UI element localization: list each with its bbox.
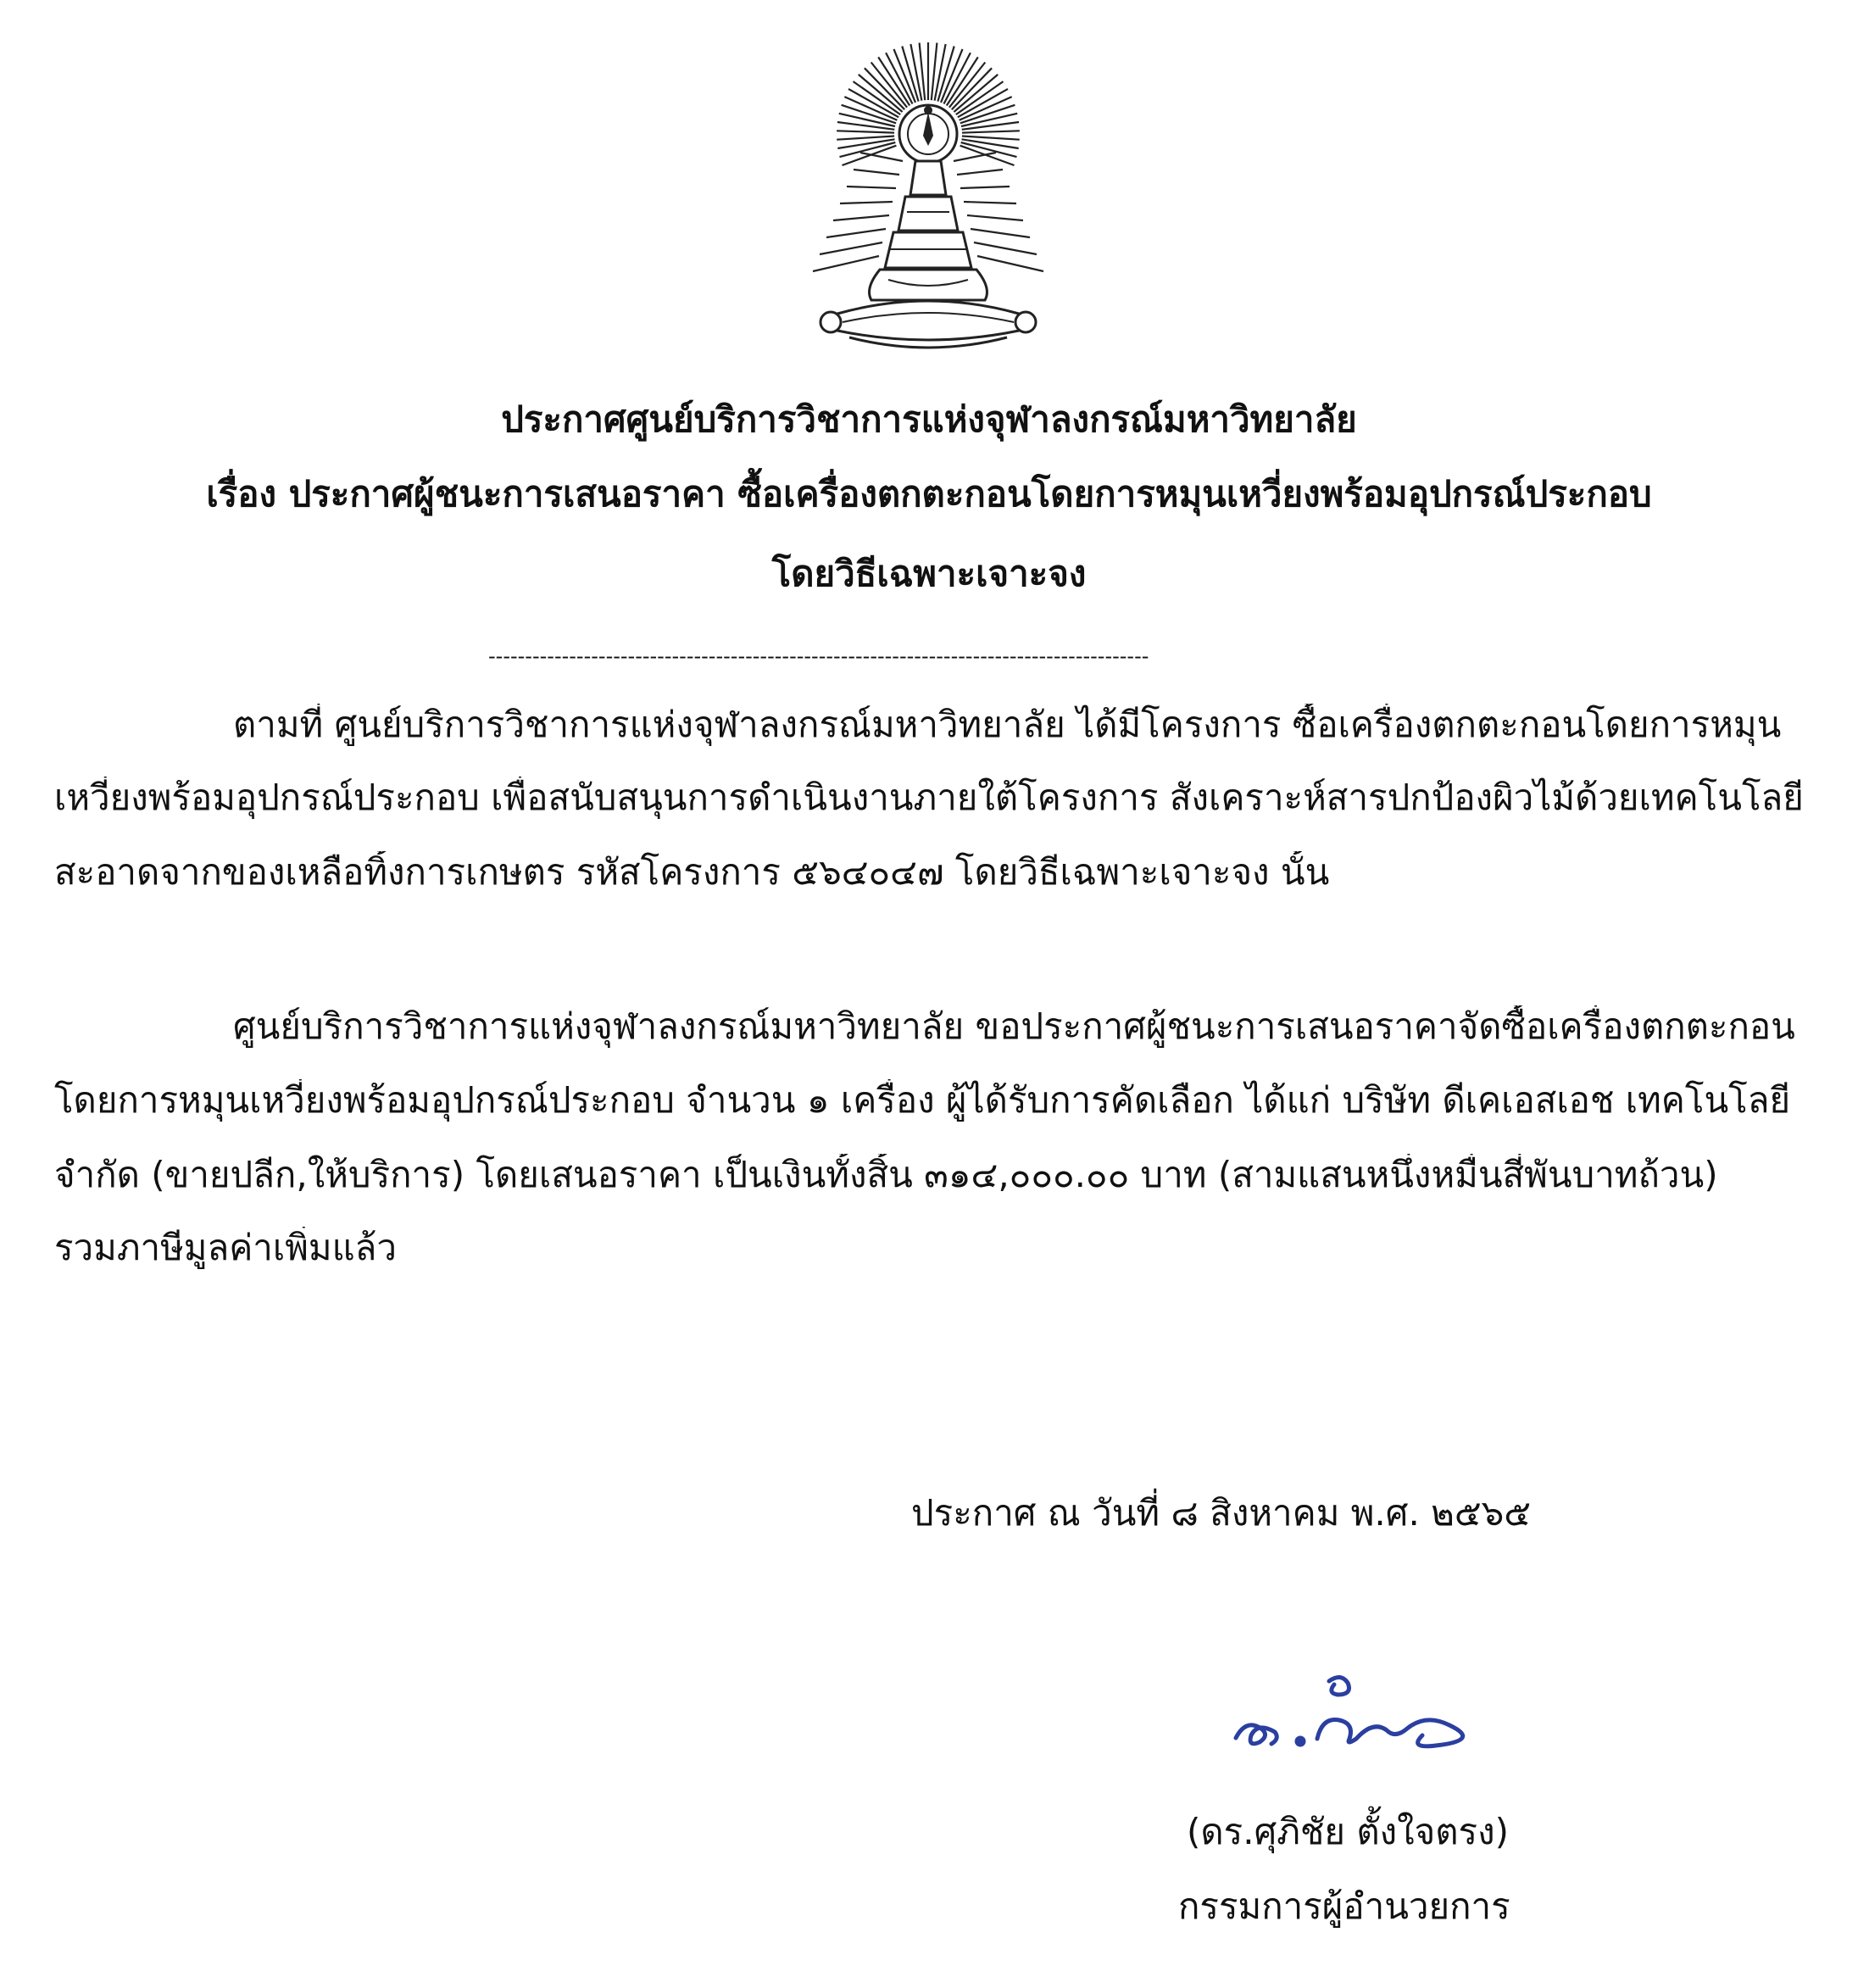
paragraph-1-line-2: เหวี่ยงพร้อมอุปกรณ์ประกอบ เพื่อสนับสนุนการดำเนินงานภายใต้โครงการ สังเคราะห์สารปกป้องผิวไม้ด้วยเทคโนโลยี — [54, 777, 1804, 818]
announcement-date: ประกาศ ณ วันที่ ๘ สิงหาคม พ.ศ. ๒๕๖๕ — [911, 1492, 1532, 1534]
paragraph-2-line-2: โดยการหมุนเหวี่ยงพร้อมอุปกรณ์ประกอบ จำนวน ๑ เครื่อง ผู้ได้รับการคัดเลือก ได้แก่ บริษัท ดีเคเอสเอช เทคโนโลยี — [54, 1079, 1791, 1121]
announcement-title: ประกาศศูนย์บริการวิชาการแห่งจุฬาลงกรณ์มหาวิทยาลัย — [501, 398, 1357, 440]
paragraph-2-line-3: จำกัด (ขายปลีก,ให้บริการ) โดยเสนอราคา เป็นเงินทั้งสิ้น ๓๑๔,๐๐๐.๐๐ บาท (สามแสนหนึ่งหมื่นสี่พันบาทถ้วน) — [54, 1154, 1718, 1195]
paragraph-1-line-1: ตามที่ ศูนย์บริการวิชาการแห่งจุฬาลงกรณ์มหาวิทยาลัย ได้มีโครงการ ซื้อเครื่องตกตะกอนโดยการหมุน — [233, 704, 1782, 745]
title-divider: ------------------------------------------------------------------------------------------ — [488, 644, 1149, 668]
announcement-subject: เรื่อง ประกาศผู้ชนะการเสนอราคา ซื้อเครื่องตกตะกอนโดยการหมุนเหวี่ยงพร้อมอุปกรณ์ประกอบ — [206, 473, 1652, 515]
university-emblem-icon — [788, 34, 1068, 356]
signer-title: กรรมการผู้อำนวยการ — [1178, 1885, 1510, 1927]
announcement-method: โดยวิธีเฉพาะเจาะจง — [771, 553, 1087, 594]
signer-name: (ดร.ศุภิชัย ตั้งใจตรง) — [1187, 1811, 1510, 1852]
handwritten-signature-icon — [1229, 1657, 1492, 1776]
paragraph-1-line-3: สะอาดจากของเหลือทิ้งการเกษตร รหัสโครงการ ๕๖๔๐๔๗ โดยวิธีเฉพาะเจาะจง นั้น — [54, 851, 1330, 893]
paragraph-2-line-1: ศูนย์บริการวิชาการแห่งจุฬาลงกรณ์มหาวิทยาลัย ขอประกาศผู้ชนะการเสนอราคาจัดซื้อเครื่องตกตะกอน — [233, 1005, 1795, 1047]
paragraph-2-line-4: รวมภาษีมูลค่าเพิ่มแล้ว — [54, 1227, 398, 1268]
